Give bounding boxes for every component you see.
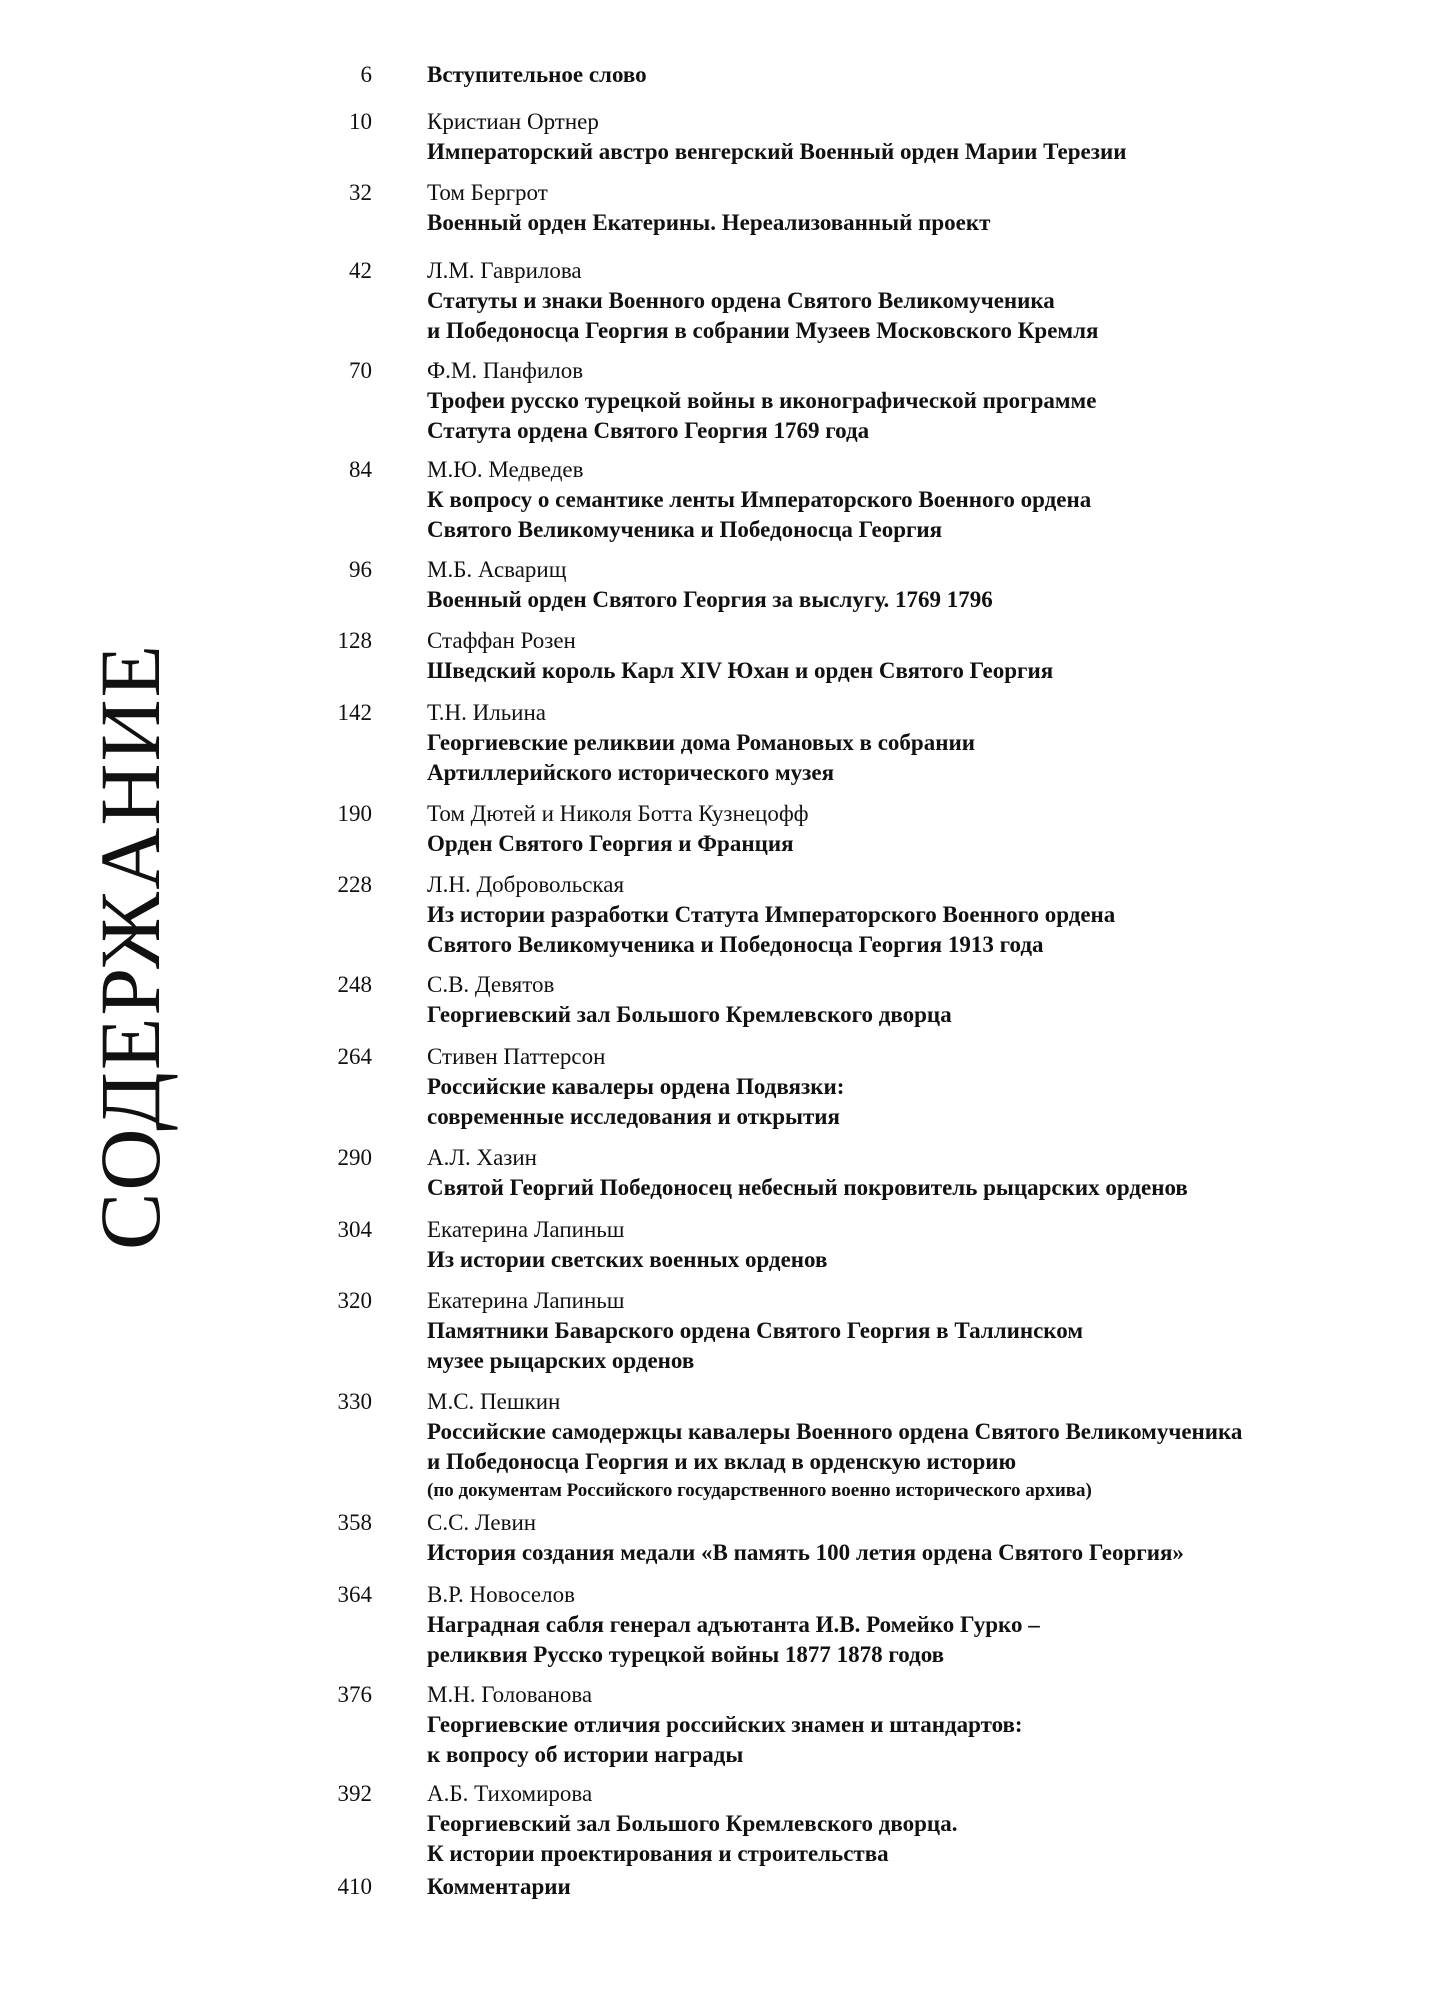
page-number: 70 <box>349 358 372 383</box>
entry-text <box>427 178 1437 238</box>
page-number: 264 <box>337 1044 372 1069</box>
page-number: 376 <box>337 1682 372 1707</box>
contents-heading: СОДЕРЖАНИЕ <box>82 642 178 1250</box>
entry-text <box>427 455 1437 545</box>
entry-text <box>427 256 1437 346</box>
entry-title-line: Памятники Баварского ордена Святого Георгия в Таллинском <box>427 1318 1083 1343</box>
entry-author: М.Н. Голованова <box>427 1682 593 1707</box>
entry-title-line: Императорский австро венгерский Военный орден Марии Терезии <box>427 139 1127 164</box>
entry-text <box>427 1215 1437 1275</box>
entry-author: Стаффан Розен <box>427 628 576 653</box>
entry-note: (по документам Российского государственного военно исторического архива) <box>427 1480 1092 1501</box>
entry-title-line: К вопросу о семантике ленты Императорского Военного ордена <box>427 487 1092 512</box>
page-number: 84 <box>349 457 372 482</box>
entry-text <box>427 1042 1437 1132</box>
entry-title-line: Статуты и знаки Военного ордена Святого Великомученика <box>427 288 1055 313</box>
entry-text <box>427 1508 1437 1568</box>
entry-title-line: Георгиевские реликвии дома Романовых в собрании <box>427 730 975 755</box>
entry-title-line: Российские самодержцы кавалеры Военного ордена Святого Великомученика <box>427 1419 1243 1444</box>
entry-author: Стивен Паттерсон <box>427 1044 606 1069</box>
entry-title-line: и Победоносца Георгия и их вклад в орденскую историю <box>427 1449 1017 1474</box>
entry-author: Екатерина Лапиньш <box>427 1217 625 1242</box>
entry-title-line: Трофеи русско турецкой войны в иконографической программе <box>427 388 1097 413</box>
page-number: 6 <box>360 62 372 87</box>
entry-author: Т.Н. Ильина <box>427 700 547 725</box>
page-number: 10 <box>349 109 372 134</box>
entry-text <box>427 107 1437 167</box>
entry-author: Екатерина Лапиньш <box>427 1288 625 1313</box>
entry-title-line: Российские кавалеры ордена Подвязки: <box>427 1074 845 1099</box>
page-number: 228 <box>337 872 372 897</box>
entry-title-line: Георгиевский зал Большого Кремлевского дворца. <box>427 1811 958 1836</box>
entry-title-line: музее рыцарских орденов <box>427 1348 695 1373</box>
entry-title-line: История создания медали «В память 100 летия ордена Святого Георгия» <box>427 1540 1184 1565</box>
entry-author: Том Бергрот <box>427 180 548 205</box>
page-number: 290 <box>337 1145 372 1170</box>
page-number: 392 <box>337 1781 372 1806</box>
page-number: 248 <box>337 972 372 997</box>
entry-text <box>427 356 1437 446</box>
entry-title-line: Шведский король Карл XIV Юхан и орден Святого Георгия <box>427 658 1054 683</box>
entry-author: А.Б. Тихомирова <box>427 1781 593 1806</box>
entry-author: А.Л. Хазин <box>427 1145 537 1170</box>
entry-title-line: Из истории разработки Статута Императорского Военного ордена <box>427 902 1116 927</box>
entry-title-line: Из истории светских военных орденов <box>427 1247 828 1272</box>
entry-title-line: Артиллерийского исторического музея <box>427 760 835 785</box>
entry-title-line: Святого Великомученика и Победоносца Георгия <box>427 517 943 542</box>
entry-title-line: современные исследования и открытия <box>427 1104 841 1129</box>
entry-author: Ф.М. Панфилов <box>427 358 584 383</box>
page-number: 358 <box>337 1510 372 1535</box>
entry-text <box>427 1143 1437 1203</box>
entry-title-line: Святого Великомученика и Победоносца Георгия 1913 года <box>427 932 1044 957</box>
entry-title-line: Военный орден Святого Георгия за выслугу. 1769 1796 <box>427 587 993 612</box>
entry-author: Кристиан Ортнер <box>427 109 599 134</box>
entry-author: В.Р. Новоселов <box>427 1582 575 1607</box>
entry-title-line: и Победоносца Георгия в собрании Музеев Московского Кремля <box>427 318 1099 343</box>
entry-title-line: Комментарии <box>427 1874 571 1899</box>
entry-author: Л.Н. Добровольская <box>427 872 625 897</box>
entry-author: М.С. Пешкин <box>427 1389 561 1414</box>
page-number: 304 <box>337 1217 372 1242</box>
entry-text <box>427 60 1437 90</box>
entry-author: М.Ю. Медведев <box>427 457 584 482</box>
entry-author: С.С. Левин <box>427 1510 537 1535</box>
page-number: 364 <box>337 1582 372 1607</box>
entry-title-line: к вопросу об истории награды <box>427 1742 744 1767</box>
entry-title-line: К истории проектирования и строительства <box>427 1841 889 1866</box>
page-number: 410 <box>337 1874 372 1899</box>
entry-title-line: Георгиевский зал Большого Кремлевского дворца <box>427 1002 952 1027</box>
entry-title-line: Вступительное слово <box>427 62 647 87</box>
entry-title-line: Георгиевские отличия российских знамен и штандартов: <box>427 1712 1023 1737</box>
entry-text <box>427 1580 1437 1670</box>
entry-text <box>427 870 1437 960</box>
page-number: 42 <box>349 258 372 283</box>
entry-title-line: реликвия Русско турецкой войны 1877 1878 годов <box>427 1642 945 1667</box>
page-number: 320 <box>337 1288 372 1313</box>
entry-text <box>427 698 1437 788</box>
entry-author: М.Б. Асварищ <box>427 557 567 582</box>
entry-text <box>427 1387 1437 1505</box>
page-number: 96 <box>349 557 372 582</box>
entry-text <box>427 1872 1437 1902</box>
entry-title-line: Наградная сабля генерал адъютанта И.В. Ромейко Гурко – <box>427 1612 1040 1637</box>
entry-title-line: Военный орден Екатерины. Нереализованный проект <box>427 210 991 235</box>
entry-title-line: Статута ордена Святого Георгия 1769 года <box>427 418 870 443</box>
entry-text <box>427 1680 1437 1770</box>
page-number: 128 <box>337 628 372 653</box>
entry-author: Л.М. Гаврилова <box>427 258 582 283</box>
entry-title-line: Святой Георгий Победоносец небесный покровитель рыцарских орденов <box>427 1175 1188 1200</box>
entry-author: Том Дютей и Николя Ботта Кузнецофф <box>427 801 809 826</box>
page-number: 142 <box>337 700 372 725</box>
entry-text <box>427 799 1437 859</box>
page-number: 32 <box>349 180 372 205</box>
page-number: 190 <box>337 801 372 826</box>
entry-text <box>427 1286 1437 1376</box>
entry-text <box>427 555 1437 615</box>
entry-text <box>427 626 1437 686</box>
page-number: 330 <box>337 1389 372 1414</box>
entry-author: С.В. Девятов <box>427 972 555 997</box>
entry-title-line: Орден Святого Георгия и Франция <box>427 831 794 856</box>
entry-text <box>427 970 1437 1030</box>
entry-text <box>427 1779 1437 1869</box>
